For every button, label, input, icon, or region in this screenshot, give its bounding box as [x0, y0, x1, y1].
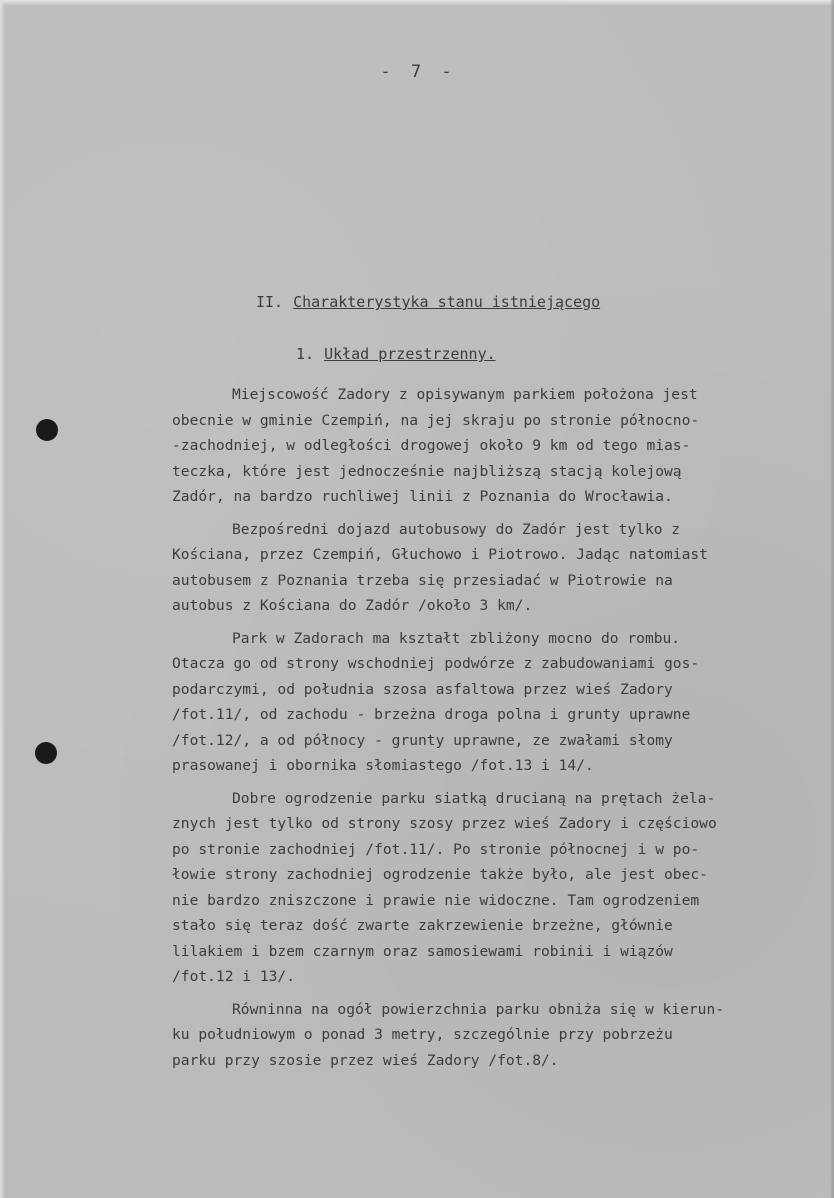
- paragraph-line: lilakiem i bzem czarnym oraz samosiewami robinii i wiązów: [172, 942, 673, 960]
- body-text: [172, 382, 812, 1080]
- paragraph-line: Równinna na ogół powierzchnia parku obniża się w kierun-: [232, 1000, 725, 1018]
- paragraph-access: [172, 517, 812, 619]
- paragraph-line: Miejscowość Zadory z opisywanym parkiem położona jest: [232, 386, 698, 403]
- paragraph-line: Park w Zadorach ma kształt zbliżony mocno do rombu.: [232, 629, 681, 647]
- paragraph-shape: [172, 626, 812, 779]
- paragraph-line: obecnie w gminie Czempiń, na jej skraju po stronie północno-: [172, 411, 700, 429]
- paragraph-line: /fot.11/, od zachodu - brzeżna droga polna i grunty uprawne: [172, 706, 691, 723]
- paragraph-line: podarczymi, od południa szosa asfaltowa przez wieś Zadory: [172, 680, 673, 698]
- paragraph-location: [172, 382, 812, 510]
- paragraph-line: -zachodniej, w odległości drogowej około 9 km od tego mias-: [172, 437, 691, 454]
- paragraph-line: parku przy szosie przez wieś Zadory /fot.8/.: [172, 1051, 559, 1069]
- paragraph-line: Kościana, przez Czempiń, Głuchowo i Piotrowo. Jadąc natomiast: [172, 546, 708, 563]
- subsection-heading: [296, 345, 496, 363]
- paragraph-line: Bezpośredni dojazd autobusowy do Zadór jest tylko z: [232, 520, 681, 538]
- paragraph-line: nie bardzo zniszczone i prawie nie widoczne. Tam ogrodzeniem: [172, 891, 700, 909]
- paragraph-line: Otacza go od strony wschodniej podwórze z zabudowaniami gos-: [172, 655, 700, 672]
- section-heading: [256, 293, 600, 311]
- paragraph-line: autobusem z Poznania trzeba się przesiadać w Piotrowie na: [172, 571, 673, 589]
- paragraph-line: po stronie zachodniej /fot.11/. Po stronie północnej i w po-: [172, 840, 700, 858]
- page-edge-left: [0, 0, 5, 1198]
- page-number: - 7 -: [380, 62, 454, 82]
- paragraph-fencing: [172, 786, 812, 990]
- paragraph-line: teczka, które jest jednocześnie najbliższą stacją kolejową: [172, 462, 682, 480]
- section-number: II.: [256, 293, 284, 311]
- paragraph-terrain: [172, 997, 812, 1074]
- section-title: Charakterystyka stanu istniejącego: [293, 293, 601, 311]
- page-edge-right: [830, 0, 834, 1198]
- paragraph-line: łowie strony zachodniej ogrodzenie także było, ale jest obec-: [172, 866, 708, 883]
- subsection-title: Układ przestrzenny.: [324, 345, 496, 363]
- punch-hole-bottom: [35, 742, 57, 764]
- paragraph-line: /fot.12/, a od północy - grunty uprawne, ze zwałami słomy: [172, 731, 673, 749]
- paragraph-line: prasowanej i obornika słomiastego /fot.13 i 14/.: [172, 757, 594, 774]
- punch-hole-top: [36, 419, 58, 441]
- paragraph-line: znych jest tylko od strony szosy przez wieś Zadory i częściowo: [172, 815, 717, 832]
- paragraph-line: ku południowym o ponad 3 metry, szczególnie przy pobrzeżu: [172, 1026, 673, 1043]
- page-edge-top: [0, 0, 834, 6]
- paragraph-line: stało się teraz dość zwarte zakrzewienie brzeżne, głównie: [172, 917, 673, 934]
- paragraph-line: Dobre ogrodzenie parku siatką drucianą na prętach żela-: [232, 789, 716, 807]
- subsection-number: 1.: [296, 345, 315, 363]
- paragraph-line: autobus z Kościana do Zadór /około 3 km/.: [172, 597, 533, 614]
- paragraph-line: /fot.12 i 13/.: [172, 968, 296, 985]
- paragraph-line: Zadór, na bardzo ruchliwej linii z Poznania do Wrocławia.: [172, 488, 673, 505]
